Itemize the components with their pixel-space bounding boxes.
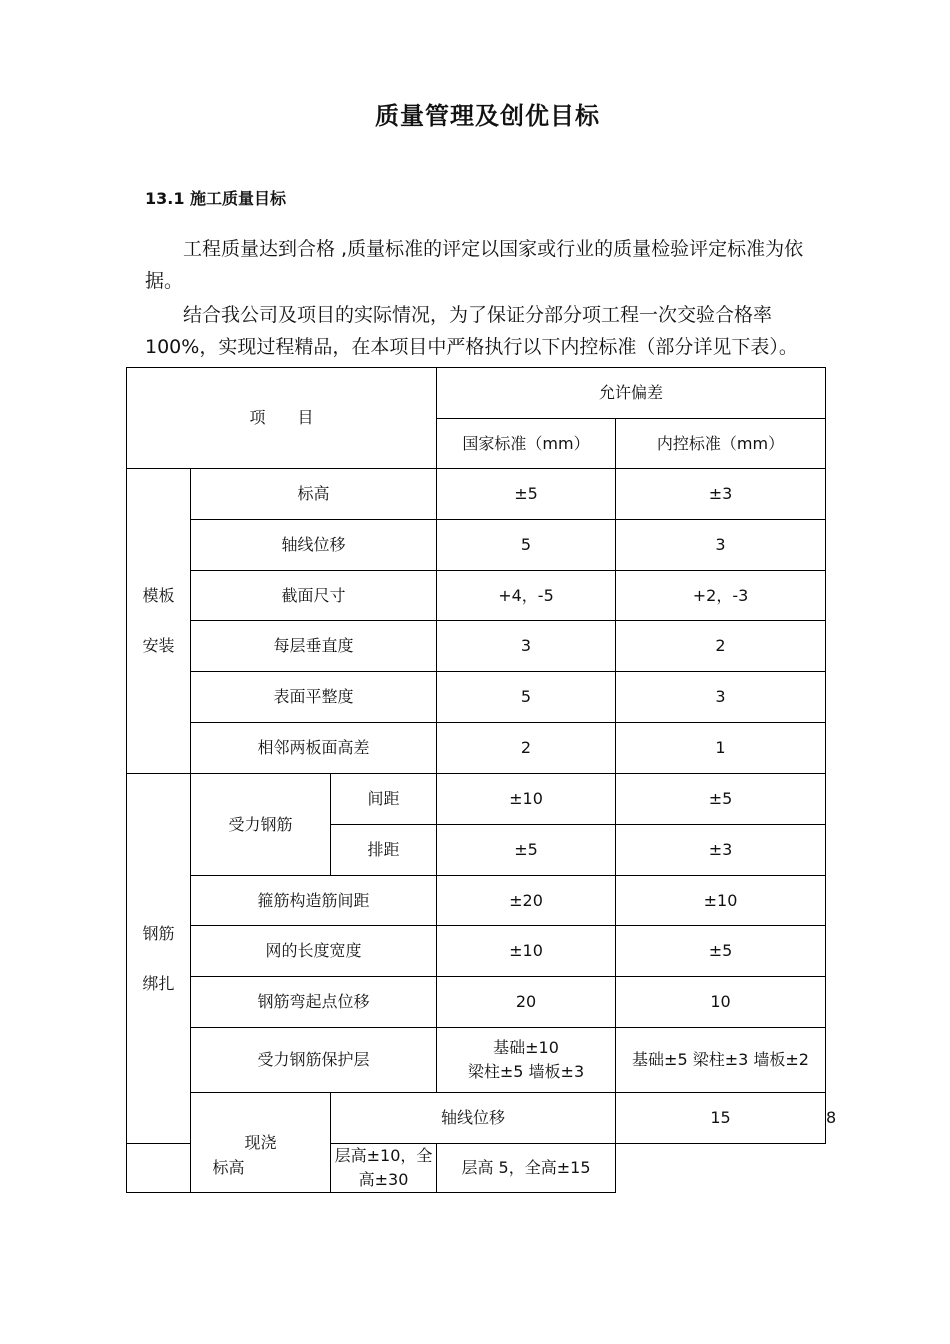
item-cell: 相邻两板面高差 [191,723,437,774]
item-cell: 受力钢筋保护层 [191,1028,437,1093]
table-row [127,672,826,723]
table-row [127,1144,826,1193]
national-cell: ±5 [437,825,616,876]
group-label-line: 钢筋 [142,923,175,943]
national-cell: 20 [437,977,616,1028]
internal-cell: +2，-3 [616,571,826,621]
item-cell: 每层垂直度 [191,621,437,672]
internal-cell: ±10 [616,876,826,926]
paragraph-text: 工程质量达到合格 ,质量标准的评定以国家或行业的质量检验评定标准为依据。 [145,238,804,292]
group-label-rebar [127,774,191,1144]
paragraph-internal-standard [145,299,825,363]
national-cell [437,1028,616,1093]
table-row [127,926,826,977]
national-cell: 5 [437,672,616,723]
group-label-line: 安装 [142,636,175,655]
internal-cell: 基础±5 梁柱±3 墙板±2 [616,1028,826,1093]
header-national-standard: 国家标准（mm） [437,419,616,469]
national-cell: ±5 [437,469,616,520]
internal-cell: 1 [616,723,826,774]
national-cover-line: 基础±10 [493,1038,559,1057]
page-title: 质量管理及创优目标 [375,102,600,130]
sub-item-cell: 间距 [331,774,437,825]
table-row [127,1028,826,1093]
national-cell: +4，-5 [437,571,616,621]
national-cell: 2 [437,723,616,774]
table-row: 现浇 轴线位移 15 8 [127,1093,826,1144]
item-cell: 标高 [127,1144,331,1193]
item-cell: 网的长度宽度 [191,926,437,977]
internal-cell: ±3 [616,825,826,876]
item-cell-main-bar: 受力钢筋 [191,774,331,876]
sub-item-cell: 排距 [331,825,437,876]
table-row [127,520,826,571]
national-cover-line: 梁柱±5 墙板±3 [467,1062,585,1081]
table-header-row [127,368,826,419]
national-cell: 15 [616,1093,826,1144]
national-cell: ±10 [437,926,616,977]
table-row [127,723,826,774]
item-cell: 轴线位移 [331,1093,616,1144]
item-cell: 表面平整度 [191,672,437,723]
table-row [127,977,826,1028]
group-label-line: 绑扎 [142,973,175,993]
national-cell: ±20 [437,876,616,926]
internal-cell: ±5 [616,774,826,825]
item-cell: 标高 [191,469,437,520]
item-cell: 截面尺寸 [191,571,437,621]
internal-cell: ±3 [616,469,826,520]
section-heading: 13.1 施工质量目标 [145,189,287,208]
national-cell: 3 [437,621,616,672]
header-internal-standard: 内控标准（mm） [616,419,826,469]
header-tolerance: 允许偏差 [437,368,826,419]
group-label-line: 模板 [142,586,175,605]
group-label-cast: 现浇 [191,1093,331,1193]
item-cell: 箍筋构造筋间距 [191,876,437,926]
internal-cell: 3 [616,520,826,571]
internal-cell: 3 [616,672,826,723]
table-row [127,876,826,926]
tolerance-table [126,367,837,1193]
national-cell: ±10 [437,774,616,825]
table-row [127,774,826,825]
table-row [127,469,826,520]
internal-cell: 2 [616,621,826,672]
internal-cell: 10 [616,977,826,1028]
table-row [127,621,826,672]
header-item: 项 目 [127,368,437,469]
item-cell: 轴线位移 [191,520,437,571]
national-cell: 层高±10，全高±30 [331,1144,437,1193]
table-row [127,571,826,621]
group-label-formwork [127,469,191,774]
national-cell: 5 [437,520,616,571]
internal-cell: 层高 5，全高±15 [437,1144,616,1193]
item-cell: 钢筋弯起点位移 [191,977,437,1028]
paragraph-text: 结合我公司及项目的实际情况，为了保证分部分项工程一次交验合格率 100%，实现过程精品，在本项目中严格执行以下内控标准（部分详见下表）。 [145,304,798,358]
internal-cell: ±5 [616,926,826,977]
paragraph-quality-goal [145,233,825,297]
